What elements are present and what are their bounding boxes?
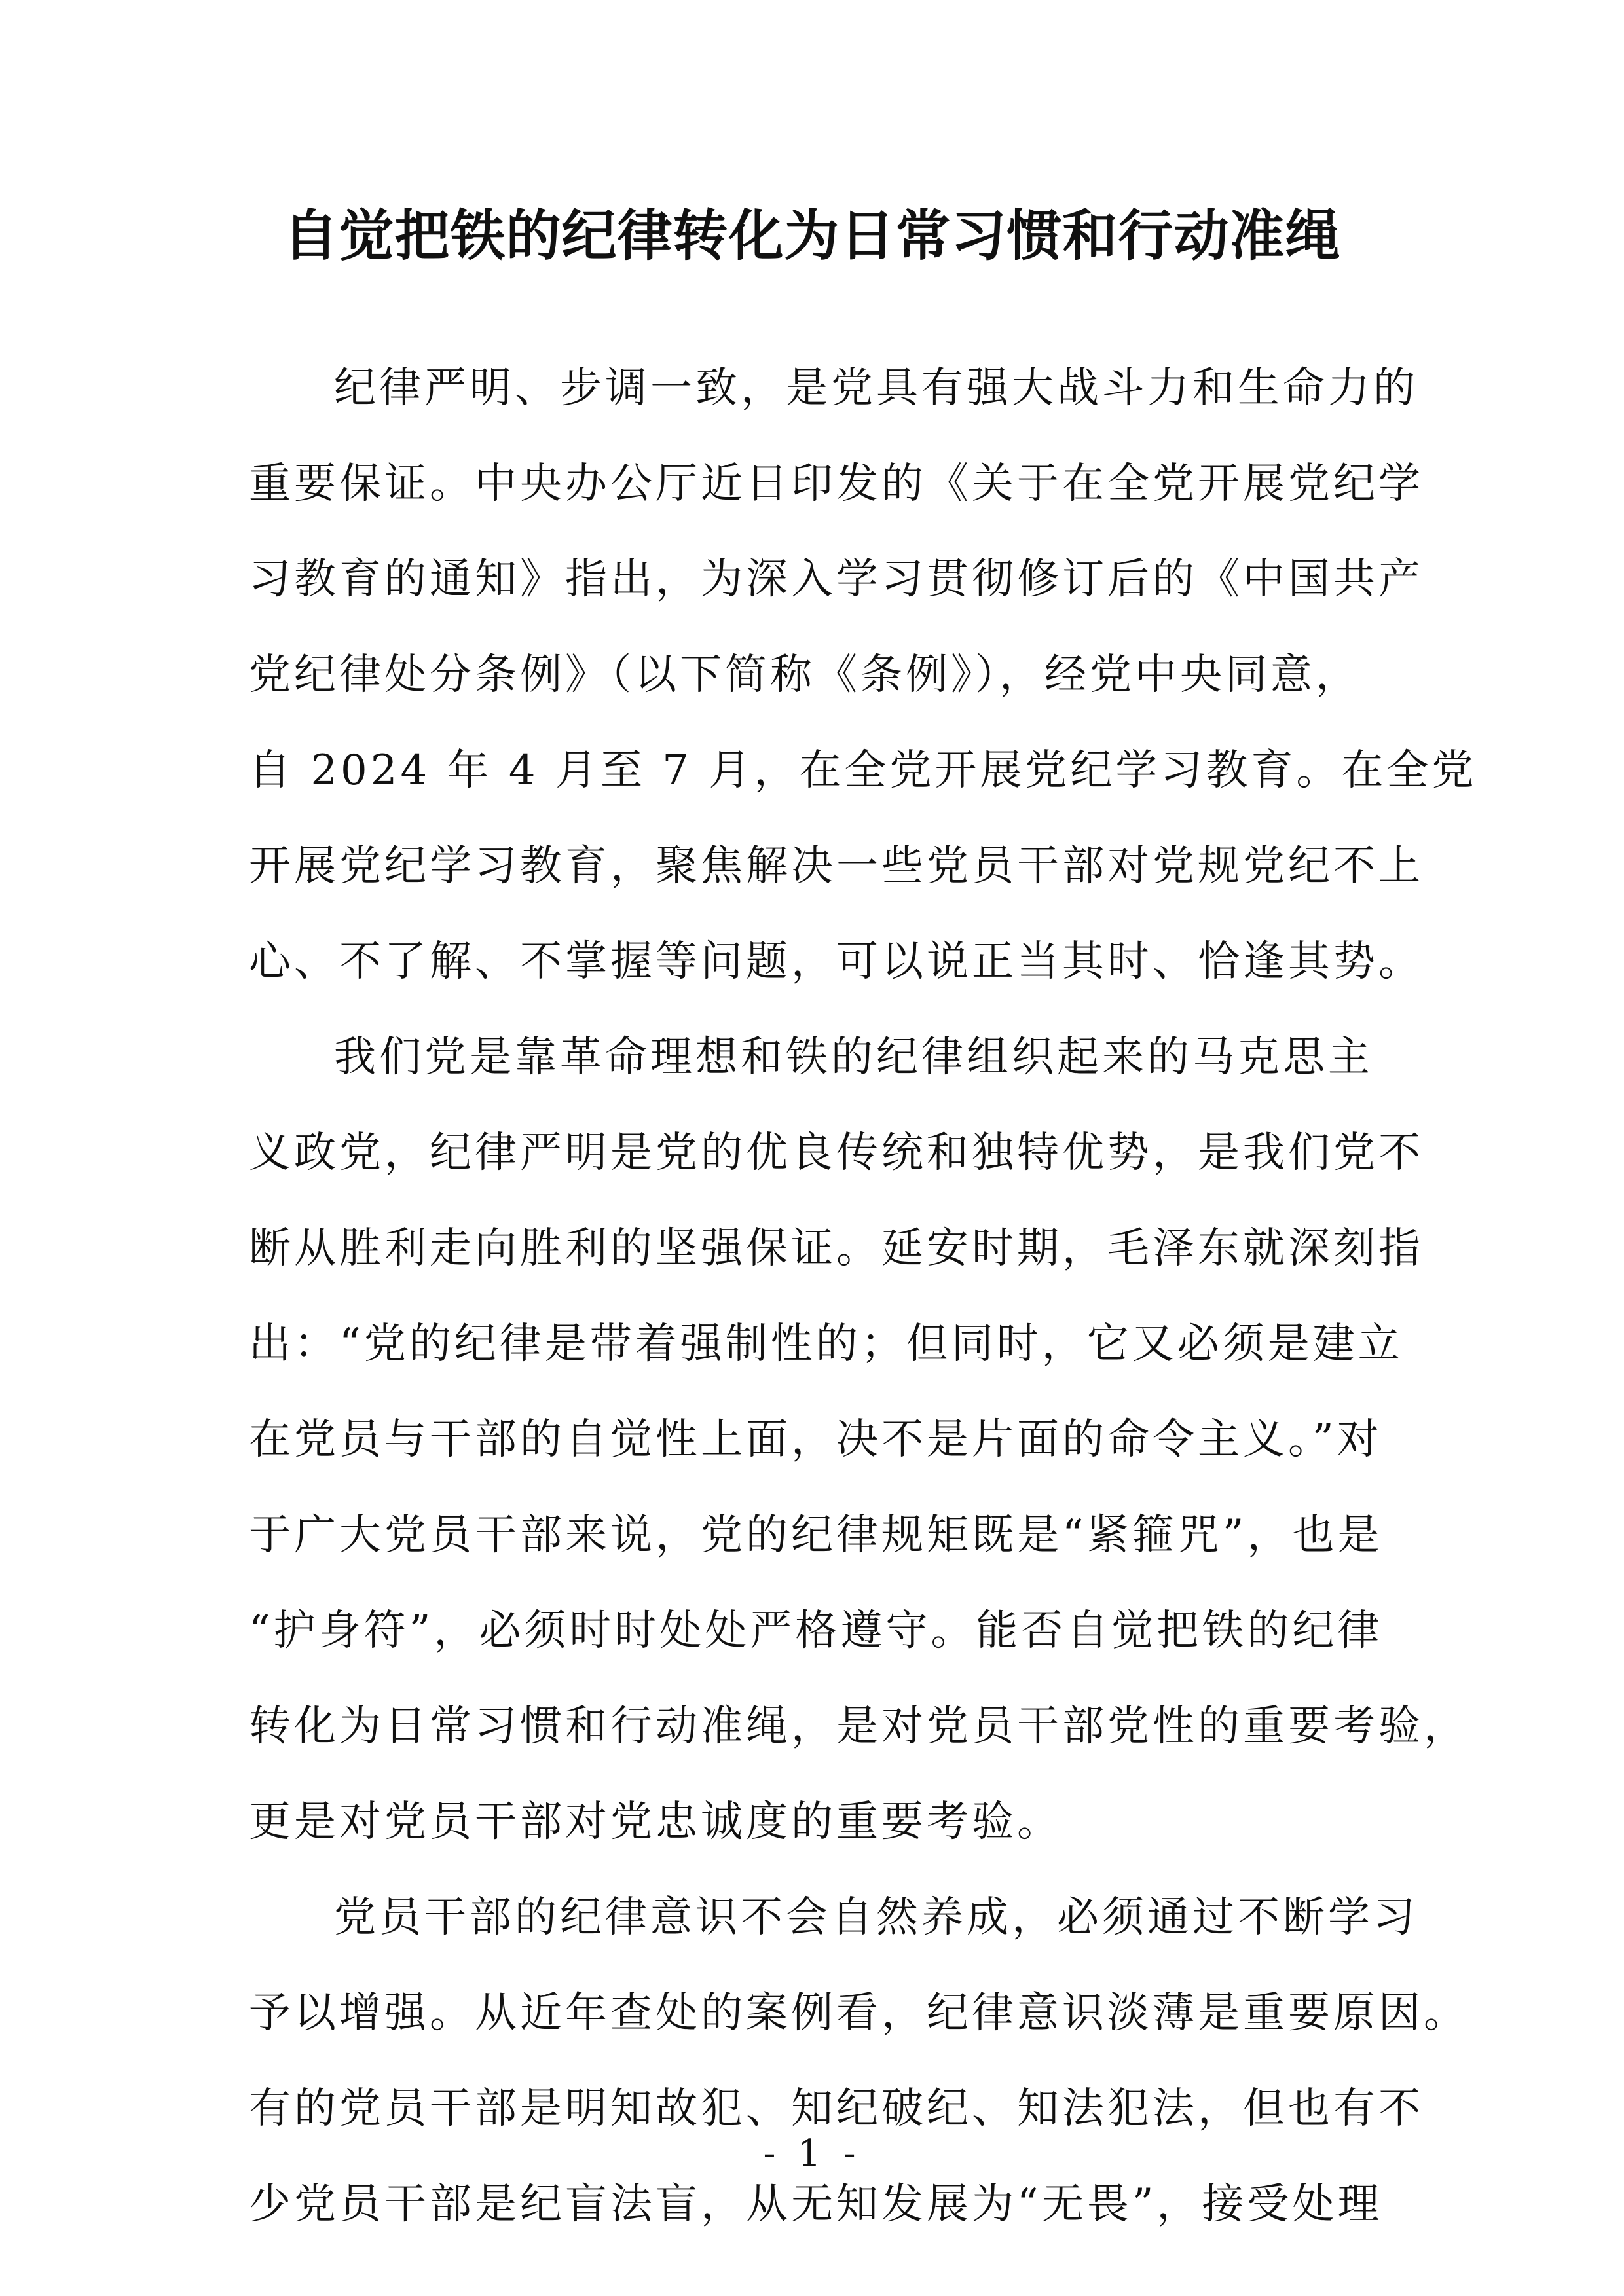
text-line: 纪律严明、步调一致，是党具有强大战斗力和生命力的 — [334, 364, 1418, 412]
text-line: 党员干部的纪律意识不会自然养成，必须通过不断学习 — [334, 1893, 1418, 1942]
text-line: 我们党是靠革命理想和铁的纪律组织起来的马克思主 — [334, 1033, 1373, 1082]
page-number: - 1 - — [763, 2132, 861, 2175]
text-line: “护身符”，必须时时处处严格遵守。能否自觉把铁的纪律 — [249, 1607, 1383, 1655]
paragraph-2 — [249, 1010, 1469, 1870]
text-line: 有的党员干部是明知故犯、知纪破纪、知法犯法，但也有不 — [249, 2085, 1424, 2133]
text-line: 出：“党的纪律是带着强制性的；但同时，它又必须是建立 — [249, 1320, 1403, 1368]
text-line: 心、不了解、不掌握等问题，可以说正当其时、恰逢其势。 — [249, 938, 1424, 986]
text-line: 予以增强。从近年查处的案例看，纪律意识淡薄是重要原因。 — [249, 1989, 1469, 2037]
paragraph-3 — [249, 1870, 1469, 2252]
text-line: 于广大党员干部来说，党的纪律规矩既是“紧箍咒”，也是 — [249, 1511, 1383, 1559]
text-line: 断从胜利走向胜利的坚强保证。延安时期，毛泽东就深刻指 — [249, 1224, 1424, 1273]
text-line: 开展党纪学习教育，聚焦解决一些党员干部对党规党纪不上 — [249, 842, 1424, 890]
document-body — [249, 340, 1477, 2252]
text-line: 在党员与干部的自觉性上面，决不是片面的命令主义。”对 — [249, 1415, 1382, 1464]
text-line: 转化为日常习惯和行动准绳，是对党员干部党性的重要考验， — [249, 1702, 1469, 1751]
text-line: 重要保证。中央办公厅近日印发的《关于在全党开展党纪学 — [249, 460, 1424, 508]
document-title: 自觉把铁的纪律转化为日常习惯和行动准绳 — [283, 204, 1341, 268]
text-line: 党纪律处分条例》（以下简称《条例》），经党中央同意， — [249, 651, 1361, 699]
text-line: 义政党，纪律严明是党的优良传统和独特优势，是我们党不 — [249, 1129, 1424, 1177]
text-line: 少党员干部是纪盲法盲，从无知发展为“无畏”，接受处理 — [249, 2180, 1383, 2229]
text-line: 自 2024 年 4 月至 7 月，在全党开展党纪学习教育。在全党 — [249, 746, 1477, 795]
paragraph-1 — [249, 340, 1477, 1010]
text-line: 习教育的通知》指出，为深入学习贯彻修订后的《中国共产 — [249, 555, 1424, 604]
text-line: 更是对党员干部对党忠诚度的重要考验。 — [249, 1798, 1062, 1846]
